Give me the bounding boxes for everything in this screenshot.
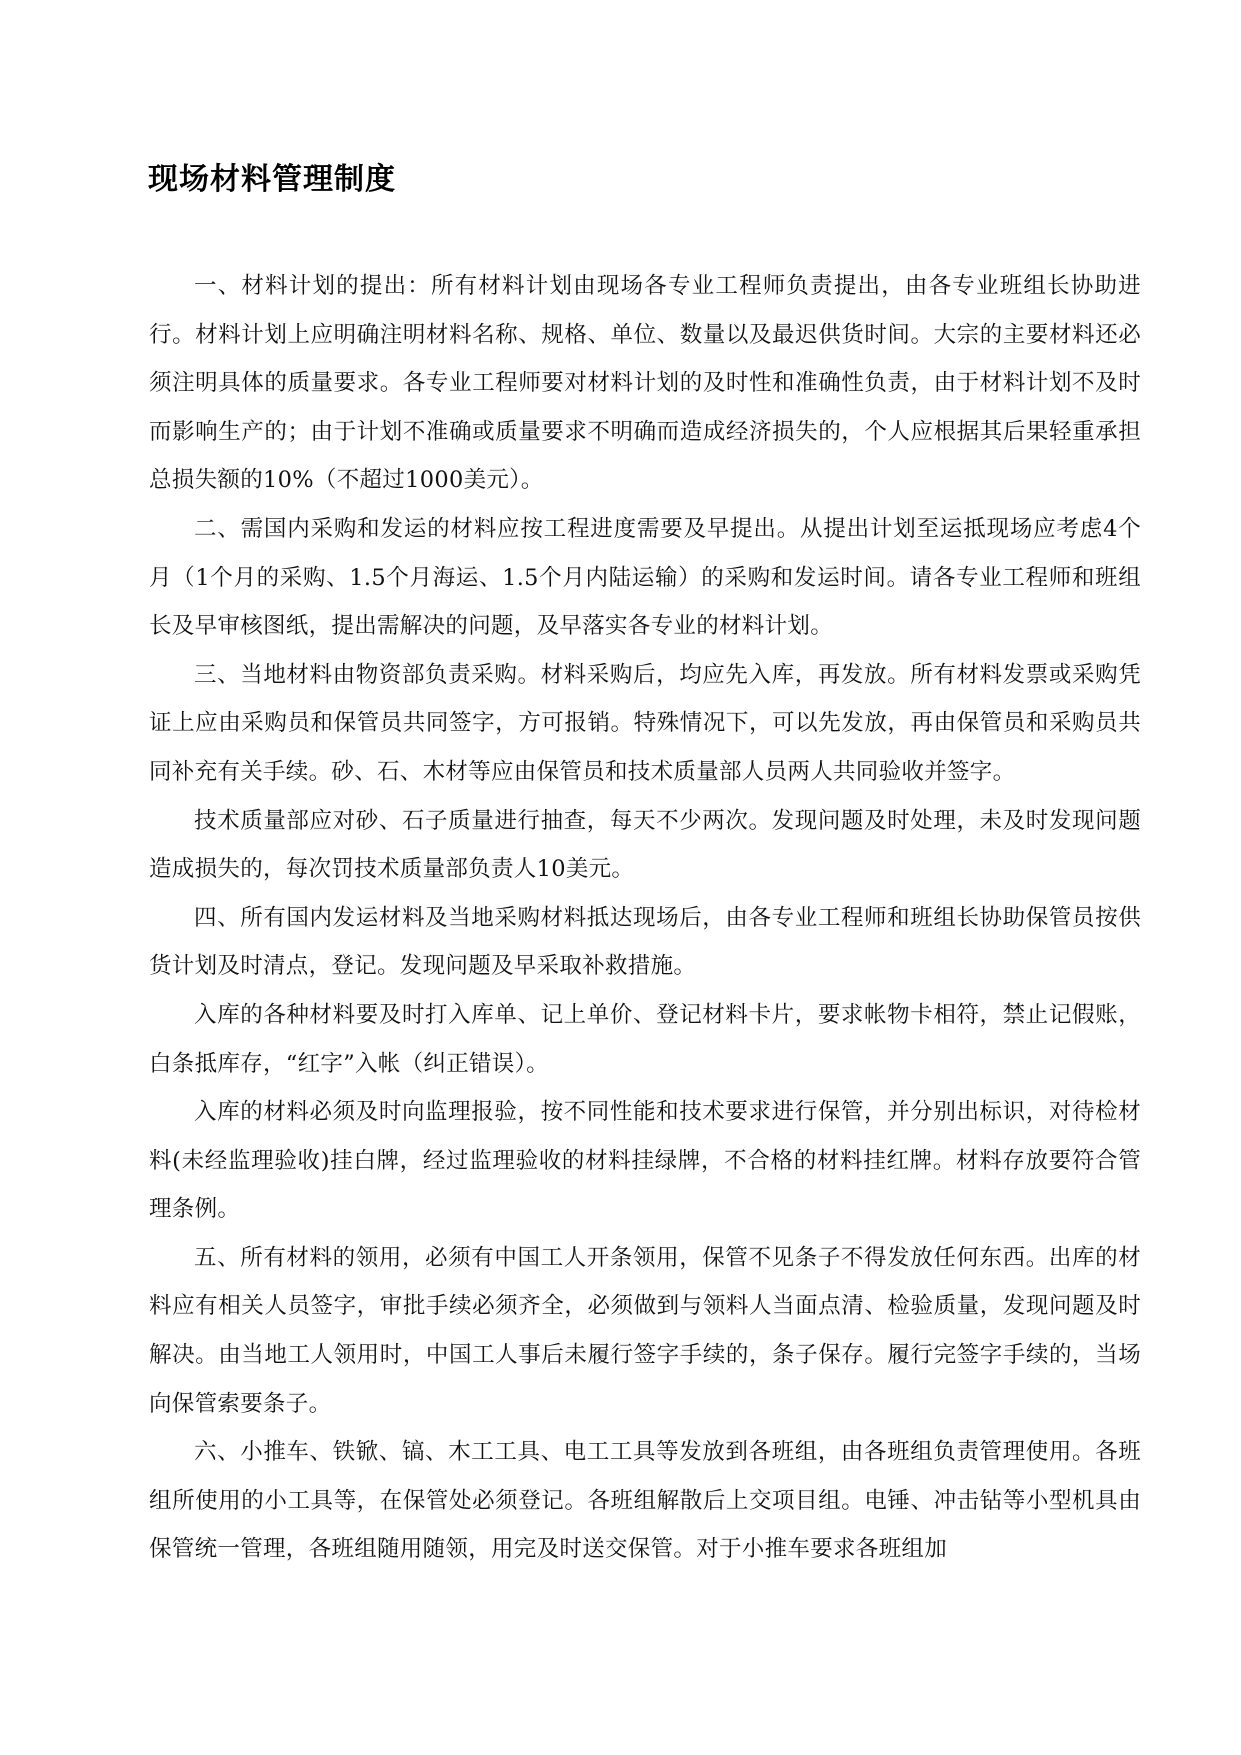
paragraph-local-procurement: 三、当地材料由物资部负责采购。材料采购后，均应先入库，再发放。所有材料发票或采购凭证上应由采购员和保管员共同签字，方可报销。特殊情况下，可以先发放，再由保管员和采购员共同补充有关手续。砂、石、木材等应由保管员和技术质量部人员两人共同验收并签字。 xyxy=(149,661,1141,785)
paragraph-warehouse-entry: 入库的各种材料要及时打入库单、记上单价、登记材料卡片，要求帐物卡相符，禁止记假账，白条抵库存，“红字”入帐（纠正错误）。 xyxy=(149,1001,1141,1077)
document-body xyxy=(149,262,1141,1574)
document-title: 现场材料管理制度 xyxy=(148,162,396,197)
paragraph-tools-management: 六、小推车、铁锨、镐、木工工具、电工工具等发放到各班组，由各班组负责管理使用。各班组所使用的小工具等，在保管处必须登记。各班组解散后上交项目组。电锤、冲击钻等小型机具由保管统一管理，各班组随用随领，用完及时送交保管。对于小推车要求各班组加 xyxy=(149,1439,1141,1563)
paragraph-material-arrival: 四、所有国内发运材料及当地采购材料抵达现场后，由各专业工程师和班组长协助保管员按供货计划及时清点，登记。发现问题及早采取补救措施。 xyxy=(149,904,1141,980)
paragraph-material-plan: 一、材料计划的提出：所有材料计划由现场各专业工程师负责提出，由各专业班组长协助进行。材料计划上应明确注明材料名称、规格、单位、数量以及最迟供货时间。大宗的主要材料还必须注明具体的质量要求。各专业工程师要对材料计划的及时性和准确性负责，由于材料计划不及时而影响生产的；由于计划不准确或质量要求不明确而造成经济损失的，个人应根据其后果轻重承担总损失额的10%（不超过1000美元）。 xyxy=(149,273,1141,494)
paragraph-storage-labeling: 入库的材料必须及时向监理报验，按不同性能和技术要求进行保管，并分别出标识，对待检材料(未经监理验收)挂白牌，经过监理验收的材料挂绿牌，不合格的材料挂红牌。材料存放要符合管理条例。 xyxy=(149,1099,1141,1223)
paragraph-material-requisition: 五、所有材料的领用，必须有中国工人开条领用，保管不见条子不得发放任何东西。出库的材料应有相关人员签字，审批手续必须齐全，必须做到与领料人当面点清、检验质量，发现问题及时解决。由当地工人领用时，中国工人事后未履行签字手续的，条子保存。履行完签字手续的，当场向保管索要条子。 xyxy=(149,1244,1141,1417)
paragraph-domestic-procurement: 二、需国内采购和发运的材料应按工程进度需要及早提出。从提出计划至运抵现场应考虑4个月（1个月的采购、1.5个月海运、1.5个月内陆运输）的采购和发运时间。请各专业工程师和班组长及早审核图纸，提出需解决的问题，及早落实各专业的材料计划。 xyxy=(149,515,1141,640)
paragraph-quality-inspection: 技术质量部应对砂、石子质量进行抽查，每天不少两次。发现问题及时处理，未及时发现问题造成损失的，每次罚技术质量部负责人10美元。 xyxy=(149,807,1141,883)
